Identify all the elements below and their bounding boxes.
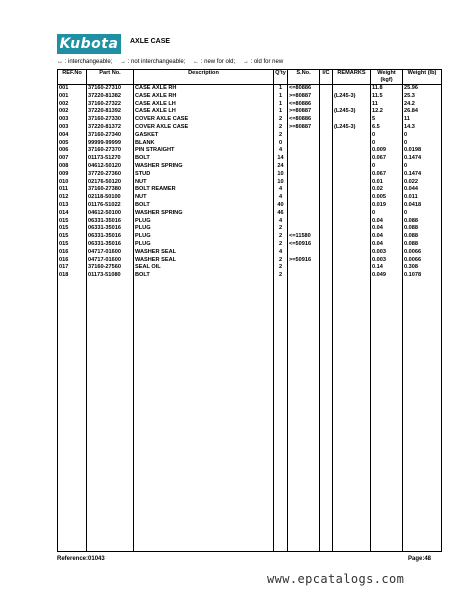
- legend-not-interchangeable: → : not interchangeable;: [120, 59, 186, 65]
- cell-lb: 0.0066: [403, 249, 442, 257]
- cell-sno: <=11580: [288, 233, 320, 241]
- cell-ref: 011: [58, 186, 87, 194]
- cell-lb: 0.022: [403, 179, 442, 187]
- legend-old-for-new: → : old for new: [242, 59, 284, 65]
- cell-lb: 0.088: [403, 241, 442, 249]
- cell-ref: 013: [58, 202, 87, 210]
- cell-desc: WASHER SEAL: [134, 257, 274, 265]
- cell-ref: 005: [58, 140, 87, 148]
- cell-kgf: 0: [371, 132, 403, 140]
- cell-sno: >=80887: [288, 124, 320, 132]
- col-ic-header: I/C: [320, 70, 333, 85]
- cell-part: 37160-27370: [87, 147, 134, 155]
- table-row: [58, 124, 442, 132]
- cell-kgf: 0.005: [371, 194, 403, 202]
- cell-ref: 014: [58, 210, 87, 218]
- cell-part: 99999-99999: [87, 140, 134, 148]
- cell-ref: 015: [58, 225, 87, 233]
- cell-qty: 4: [274, 249, 288, 257]
- cell-remarks: [333, 257, 371, 265]
- cell-sno: [288, 186, 320, 194]
- empty-cell: [333, 280, 371, 552]
- cell-ic: [320, 264, 333, 272]
- cell-ref: 006: [58, 147, 87, 155]
- cell-remarks: [333, 249, 371, 257]
- cell-qty: 46: [274, 210, 288, 218]
- cell-kgf: 0.019: [371, 202, 403, 210]
- cell-qty: 1: [274, 101, 288, 109]
- cell-kgf: 0.049: [371, 272, 403, 280]
- cell-sno: [288, 210, 320, 218]
- cell-part: 37160-27340: [87, 132, 134, 140]
- cell-kgf: 0: [371, 163, 403, 171]
- table-row: [58, 218, 442, 226]
- cell-desc: PLUG: [134, 241, 274, 249]
- cell-kgf: 0.02: [371, 186, 403, 194]
- cell-sno: [288, 163, 320, 171]
- cell-qty: 10: [274, 179, 288, 187]
- cell-kgf: 11.8: [371, 85, 403, 93]
- cell-kgf: 0.04: [371, 225, 403, 233]
- cell-remarks: [333, 85, 371, 93]
- cell-remarks: [333, 140, 371, 148]
- cell-part: 01173-51270: [87, 155, 134, 163]
- cell-sno: <=80886: [288, 101, 320, 109]
- table-row: [58, 249, 442, 257]
- cell-lb: 25.3: [403, 93, 442, 101]
- cell-remarks: [333, 163, 371, 171]
- cell-qty: 2: [274, 132, 288, 140]
- cell-qty: 2: [274, 124, 288, 132]
- kubota-logo: Kubota: [57, 34, 121, 54]
- cell-part: 37220-81382: [87, 93, 134, 101]
- table-header-row: [58, 70, 442, 85]
- table-row: [58, 202, 442, 210]
- cell-remarks: [333, 194, 371, 202]
- cell-ic: [320, 257, 333, 265]
- cell-lb: 0: [403, 163, 442, 171]
- cell-qty: 2: [274, 257, 288, 265]
- cell-remarks: [333, 155, 371, 163]
- empty-cell: [274, 280, 288, 552]
- table-row: [58, 272, 442, 280]
- cell-qty: 10: [274, 171, 288, 179]
- cell-remarks: [333, 225, 371, 233]
- interchangeability-legend: [57, 59, 289, 65]
- cell-ic: [320, 116, 333, 124]
- cell-kgf: 12.2: [371, 108, 403, 116]
- cell-sno: >=50916: [288, 257, 320, 265]
- cell-kgf: 0.01: [371, 179, 403, 187]
- cell-kgf: 0.14: [371, 264, 403, 272]
- cell-qty: 2: [274, 225, 288, 233]
- cell-sno: [288, 272, 320, 280]
- cell-lb: 25.96: [403, 85, 442, 93]
- cell-qty: 4: [274, 218, 288, 226]
- cell-lb: 26.84: [403, 108, 442, 116]
- cell-sno: [288, 132, 320, 140]
- cell-desc: COVER AXLE CASE: [134, 124, 274, 132]
- col-weight-lb-header: Weight (lb): [403, 70, 442, 85]
- cell-ref: 018: [58, 272, 87, 280]
- col-part-header: Part No.: [87, 70, 134, 85]
- cell-lb: 0: [403, 140, 442, 148]
- cell-sno: <=80886: [288, 116, 320, 124]
- cell-desc: NUT: [134, 194, 274, 202]
- cell-remarks: (L245-3): [333, 108, 371, 116]
- cell-qty: 14: [274, 155, 288, 163]
- cell-qty: 1: [274, 108, 288, 116]
- cell-kgf: 0: [371, 140, 403, 148]
- cell-desc: CASE AXLE LH: [134, 101, 274, 109]
- cell-desc: NUT: [134, 179, 274, 187]
- cell-qty: 0: [274, 140, 288, 148]
- empty-cell: [403, 280, 442, 552]
- cell-lb: 0.088: [403, 218, 442, 226]
- cell-ref: 001: [58, 85, 87, 93]
- cell-desc: PLUG: [134, 233, 274, 241]
- col-qty-header: Q'ty: [274, 70, 288, 85]
- cell-ref: 001: [58, 93, 87, 101]
- cell-part: 04717-01600: [87, 257, 134, 265]
- cell-desc: CASE AXLE LH: [134, 108, 274, 116]
- reference-number: Reference:01043: [57, 556, 105, 562]
- cell-qty: 24: [274, 163, 288, 171]
- cell-sno: [288, 140, 320, 148]
- cell-desc: BLANK: [134, 140, 274, 148]
- cell-kgf: 0.04: [371, 233, 403, 241]
- cell-part: 37160-27380: [87, 186, 134, 194]
- cell-sno: <=80886: [288, 85, 320, 93]
- cell-remarks: [333, 101, 371, 109]
- cell-ic: [320, 225, 333, 233]
- table-row: [58, 233, 442, 241]
- watermark-url: www.epcatalogs.com: [267, 572, 405, 586]
- cell-part: 02176-50120: [87, 179, 134, 187]
- cell-qty: 40: [274, 202, 288, 210]
- cell-part: 04717-01600: [87, 249, 134, 257]
- cell-desc: WASHER SPRING: [134, 210, 274, 218]
- cell-remarks: [333, 147, 371, 155]
- cell-remarks: [333, 218, 371, 226]
- cell-ic: [320, 108, 333, 116]
- cell-sno: [288, 225, 320, 233]
- cell-ic: [320, 186, 333, 194]
- cell-kgf: 5: [371, 116, 403, 124]
- cell-ic: [320, 85, 333, 93]
- cell-ic: [320, 155, 333, 163]
- cell-desc: BOLT: [134, 272, 274, 280]
- cell-desc: BOLT: [134, 155, 274, 163]
- table-row: [58, 108, 442, 116]
- cell-desc: GASKET: [134, 132, 274, 140]
- table-row: [58, 147, 442, 155]
- cell-remarks: [333, 202, 371, 210]
- cell-sno: [288, 218, 320, 226]
- cell-part: 06331-35016: [87, 218, 134, 226]
- table-row: [58, 171, 442, 179]
- cell-sno: >=80887: [288, 93, 320, 101]
- cell-remarks: [333, 171, 371, 179]
- table-row: [58, 225, 442, 233]
- cell-ref: 003: [58, 116, 87, 124]
- cell-desc: BOLT: [134, 202, 274, 210]
- cell-lb: 0.1078: [403, 272, 442, 280]
- cell-lb: 0.044: [403, 186, 442, 194]
- table-row: [58, 155, 442, 163]
- cell-lb: 0.088: [403, 225, 442, 233]
- cell-ic: [320, 218, 333, 226]
- cell-remarks: [333, 210, 371, 218]
- cell-ref: 002: [58, 101, 87, 109]
- cell-lb: 24.2: [403, 101, 442, 109]
- cell-desc: WASHER SEAL: [134, 249, 274, 257]
- cell-remarks: [333, 132, 371, 140]
- cell-desc: BOLT REAMER: [134, 186, 274, 194]
- legend-interchangeable: ↔ : interchangeable;: [57, 59, 113, 65]
- empty-cell: [134, 280, 274, 552]
- cell-sno: [288, 202, 320, 210]
- cell-ref: 010: [58, 179, 87, 187]
- cell-part: 37720-27360: [87, 171, 134, 179]
- cell-remarks: [333, 241, 371, 249]
- cell-sno: >=80887: [288, 108, 320, 116]
- legend-new-for-old: ← : new for old;: [193, 59, 236, 65]
- cell-kgf: 0.04: [371, 218, 403, 226]
- table-row: [58, 132, 442, 140]
- cell-remarks: [333, 264, 371, 272]
- col-remarks-header: REMARKS: [333, 70, 371, 85]
- cell-part: 06331-35016: [87, 241, 134, 249]
- cell-qty: 2: [274, 272, 288, 280]
- cell-ic: [320, 124, 333, 132]
- table-row: [58, 93, 442, 101]
- cell-ic: [320, 210, 333, 218]
- cell-kgf: 0.04: [371, 241, 403, 249]
- cell-remarks: (L245-3): [333, 124, 371, 132]
- table-row: [58, 194, 442, 202]
- cell-kgf: 0.003: [371, 249, 403, 257]
- cell-ic: [320, 179, 333, 187]
- cell-part: 37160-27560: [87, 264, 134, 272]
- cell-part: 37160-27310: [87, 85, 134, 93]
- cell-desc: PLUG: [134, 225, 274, 233]
- empty-cell: [58, 280, 87, 552]
- page-number: Page:48: [408, 556, 432, 562]
- cell-lb: 0.011: [403, 194, 442, 202]
- cell-ref: 004: [58, 132, 87, 140]
- cell-desc: CASE AXLE RH: [134, 85, 274, 93]
- col-ref-header: REF.No: [58, 70, 87, 85]
- cell-kgf: 0.003: [371, 257, 403, 265]
- cell-kgf: 6.5: [371, 124, 403, 132]
- cell-part: 37220-81392: [87, 108, 134, 116]
- cell-lb: 0.0198: [403, 147, 442, 155]
- cell-remarks: [333, 186, 371, 194]
- cell-kgf: 11: [371, 101, 403, 109]
- cell-desc: STUD: [134, 171, 274, 179]
- cell-ic: [320, 272, 333, 280]
- table-row: [58, 264, 442, 272]
- cell-sno: [288, 171, 320, 179]
- cell-ic: [320, 249, 333, 257]
- cell-ref: 002: [58, 108, 87, 116]
- col-sno-header: S.No.: [288, 70, 320, 85]
- cell-desc: COVER AXLE CASE: [134, 116, 274, 124]
- cell-sno: [288, 194, 320, 202]
- table-row: [58, 257, 442, 265]
- cell-sno: [288, 249, 320, 257]
- cell-ref: 008: [58, 163, 87, 171]
- cell-part: 01176-51022: [87, 202, 134, 210]
- table-row: [58, 85, 442, 93]
- cell-ref: 016: [58, 249, 87, 257]
- cell-ref: 015: [58, 218, 87, 226]
- cell-desc: PLUG: [134, 218, 274, 226]
- cell-kgf: 0.067: [371, 171, 403, 179]
- empty-cell: [371, 280, 403, 552]
- cell-ic: [320, 171, 333, 179]
- cell-lb: 0.1474: [403, 155, 442, 163]
- cell-desc: WASHER SPRING: [134, 163, 274, 171]
- cell-kgf: 0.009: [371, 147, 403, 155]
- cell-sno: [288, 264, 320, 272]
- cell-desc: SEAL OIL: [134, 264, 274, 272]
- cell-qty: 2: [274, 241, 288, 249]
- cell-kgf: 11.5: [371, 93, 403, 101]
- col-weight-kgf-header: Weight (kgf): [371, 70, 403, 85]
- table-row: [58, 116, 442, 124]
- cell-ic: [320, 140, 333, 148]
- page-title: AXLE CASE: [130, 38, 171, 45]
- cell-ref: 003: [58, 124, 87, 132]
- cell-sno: [288, 155, 320, 163]
- table-row: [58, 241, 442, 249]
- cell-ref: 017: [58, 264, 87, 272]
- cell-sno: [288, 179, 320, 187]
- table-row: [58, 163, 442, 171]
- cell-ref: 015: [58, 241, 87, 249]
- cell-ref: 012: [58, 194, 87, 202]
- table-row: [58, 101, 442, 109]
- cell-ic: [320, 233, 333, 241]
- empty-cell: [288, 280, 320, 552]
- cell-qty: 2: [274, 233, 288, 241]
- cell-ic: [320, 132, 333, 140]
- cell-lb: 0.308: [403, 264, 442, 272]
- cell-remarks: [333, 233, 371, 241]
- cell-sno: <=50916: [288, 241, 320, 249]
- cell-remarks: [333, 179, 371, 187]
- cell-lb: 0: [403, 132, 442, 140]
- cell-qty: 4: [274, 147, 288, 155]
- empty-cell: [320, 280, 333, 552]
- parts-table-body: [58, 85, 442, 552]
- cell-lb: 11: [403, 116, 442, 124]
- cell-part: 06331-35016: [87, 233, 134, 241]
- cell-qty: 2: [274, 116, 288, 124]
- cell-ic: [320, 147, 333, 155]
- cell-lb: 0: [403, 210, 442, 218]
- cell-part: 01173-51080: [87, 272, 134, 280]
- cell-part: 04612-50100: [87, 210, 134, 218]
- cell-kgf: 0.067: [371, 155, 403, 163]
- cell-qty: 4: [274, 186, 288, 194]
- table-row: [58, 140, 442, 148]
- cell-kgf: 0: [371, 210, 403, 218]
- table-row: [58, 186, 442, 194]
- cell-qty: 2: [274, 264, 288, 272]
- cell-part: 06331-35016: [87, 225, 134, 233]
- cell-ic: [320, 241, 333, 249]
- cell-ic: [320, 202, 333, 210]
- cell-remarks: (L245-3): [333, 93, 371, 101]
- cell-remarks: [333, 272, 371, 280]
- cell-ref: 009: [58, 171, 87, 179]
- cell-lb: 14.3: [403, 124, 442, 132]
- cell-part: 37160-27330: [87, 116, 134, 124]
- cell-ic: [320, 194, 333, 202]
- cell-part: 37220-81372: [87, 124, 134, 132]
- cell-ref: 015: [58, 233, 87, 241]
- cell-desc: PIN STRAIGHT: [134, 147, 274, 155]
- cell-lb: 0.0066: [403, 257, 442, 265]
- cell-sno: [288, 147, 320, 155]
- cell-remarks: [333, 116, 371, 124]
- cell-ic: [320, 101, 333, 109]
- cell-lb: 0.1474: [403, 171, 442, 179]
- cell-ref: 016: [58, 257, 87, 265]
- table-row: [58, 179, 442, 187]
- cell-qty: 4: [274, 194, 288, 202]
- col-description-header: Description: [134, 70, 274, 85]
- cell-desc: CASE AXLE RH: [134, 93, 274, 101]
- cell-part: 37160-27322: [87, 101, 134, 109]
- cell-lb: 0.088: [403, 233, 442, 241]
- cell-ic: [320, 93, 333, 101]
- table-filler-row: [58, 280, 442, 552]
- cell-part: 02118-50100: [87, 194, 134, 202]
- table-row: [58, 210, 442, 218]
- cell-qty: 1: [274, 85, 288, 93]
- empty-cell: [87, 280, 134, 552]
- cell-ic: [320, 163, 333, 171]
- parts-table: [57, 69, 442, 552]
- cell-qty: 1: [274, 93, 288, 101]
- cell-part: 04612-50120: [87, 163, 134, 171]
- cell-lb: 0.0418: [403, 202, 442, 210]
- cell-ref: 007: [58, 155, 87, 163]
